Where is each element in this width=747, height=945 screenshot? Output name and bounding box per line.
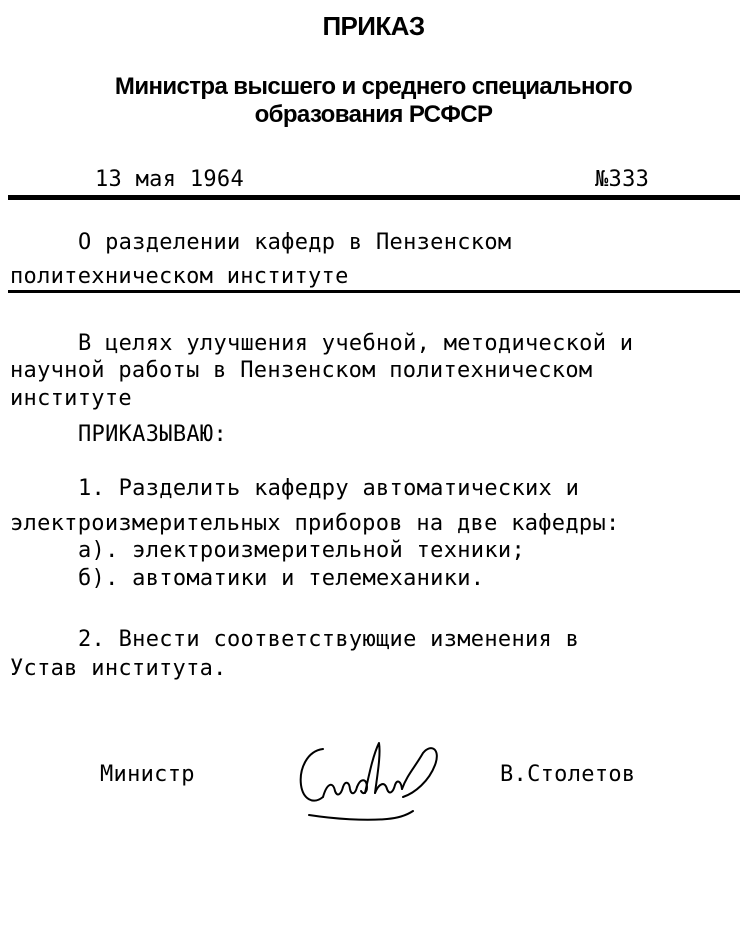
issuer-line-2: образования РСФСР bbox=[254, 101, 493, 128]
item-1-line-1: 1. Разделить кафедру автоматических и bbox=[78, 476, 580, 501]
preamble-line-1: В целях улучшения учебной, методической и bbox=[78, 331, 634, 356]
issuer-line-1: Министра высшего и среднего специального bbox=[114, 73, 633, 100]
item-2-line-2: Устав института. bbox=[10, 656, 227, 681]
subject-line-1: О разделении кафедр в Пензенском bbox=[78, 230, 512, 255]
order-word: ПРИКАЗЫВАЮ: bbox=[78, 422, 227, 447]
order-date: 13 мая 1964 bbox=[95, 167, 244, 192]
signatory-role: Министр bbox=[100, 762, 195, 787]
item-2-line-1: 2. Внести соответствующие изменения в bbox=[78, 627, 580, 652]
document-title: ПРИКАЗ bbox=[322, 11, 425, 41]
subject-divider bbox=[8, 290, 740, 293]
order-number: №333 bbox=[595, 167, 650, 192]
handwritten-signature-icon bbox=[295, 735, 450, 825]
preamble-line-2: научной работы в Пензенском политехническом bbox=[10, 358, 593, 383]
item-1-line-2: электроизмерительных приборов на две кафедры: bbox=[10, 511, 620, 536]
preamble-line-3: институте bbox=[10, 386, 132, 411]
item-1-sub-a: а). электроизмерительной техники; bbox=[78, 538, 525, 563]
subject-line-2: политехническом институте bbox=[10, 264, 349, 289]
signatory-name: В.Столетов bbox=[500, 762, 636, 787]
issuer-heading bbox=[0, 73, 747, 129]
item-1-sub-b: б). автоматики и телемеханики. bbox=[78, 566, 485, 591]
header-divider bbox=[8, 195, 740, 200]
